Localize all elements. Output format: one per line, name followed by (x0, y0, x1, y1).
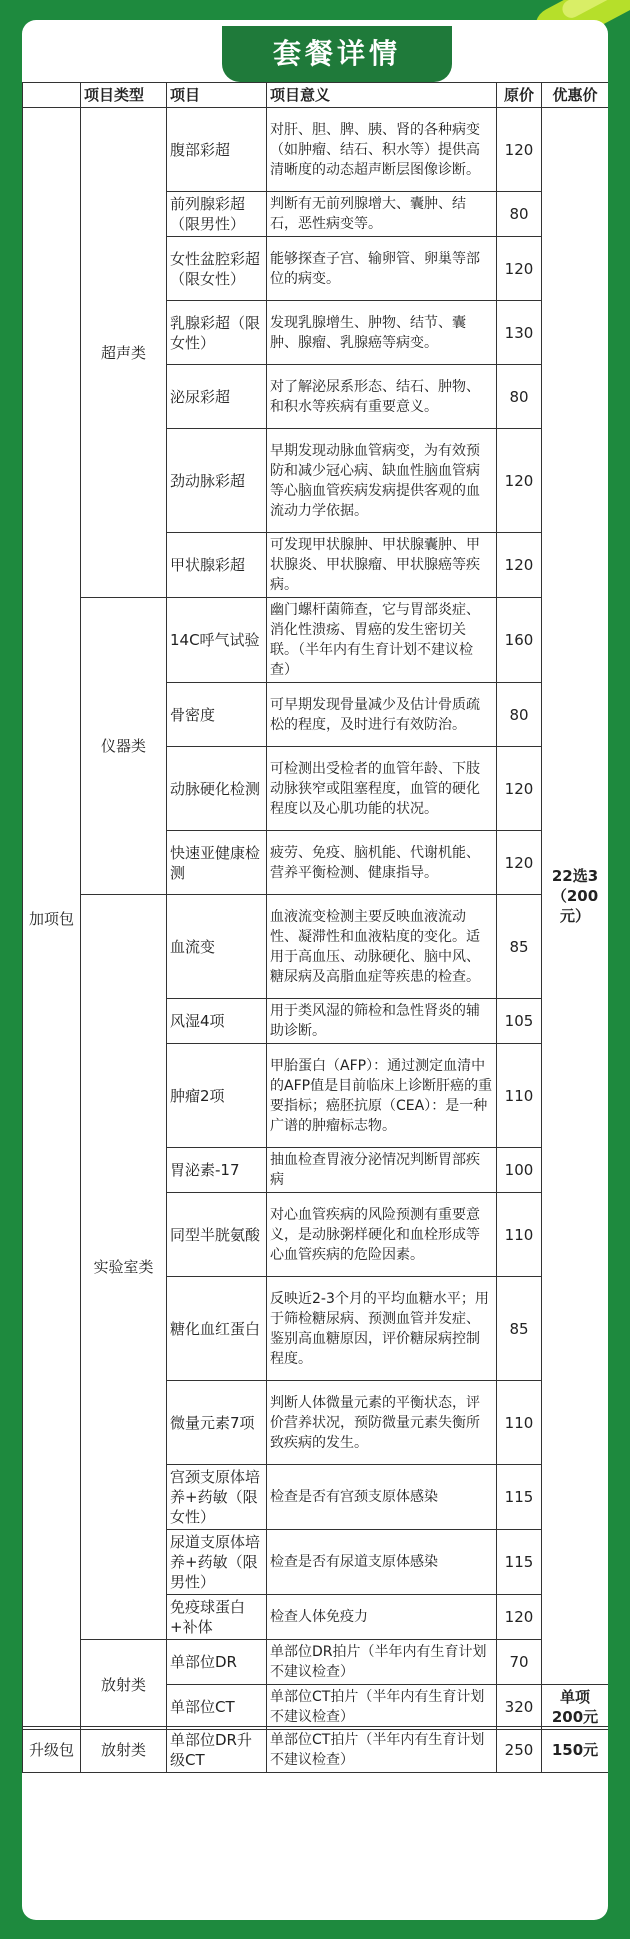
item-meaning: 可检测出受检者的血管年龄、下肢动脉狭窄或阻塞程度，血管的硬化程度以及心肌功能的状况。 (267, 747, 497, 831)
upgrade-type: 放射类 (81, 1727, 167, 1773)
item-meaning: 早期发现动脉血管病变，为有效预防和减少冠心病、缺血性脑血管病等心脑血管疾病发病提供客观的血流动力学依据。 (267, 429, 497, 533)
item-name: 甲状腺彩超 (167, 533, 267, 598)
item-name: 动脉硬化检测 (167, 747, 267, 831)
item-price: 80 (497, 365, 542, 429)
item-meaning: 用于类风湿的筛检和急性肾炎的辅助诊断。 (267, 999, 497, 1044)
item-meaning: 反映近2-3个月的平均血糖水平；用于筛检糖尿病、预测血管并发症、鉴别高血糖原因，评价糖尿病控制程度。 (267, 1277, 497, 1381)
table-row (23, 895, 609, 999)
item-price: 320 (497, 1685, 542, 1730)
item-meaning: 单部位CT拍片（半年内有生育计划不建议检查） (267, 1727, 497, 1773)
upgrade-table (22, 1726, 608, 1773)
item-meaning: 检查是否有尿道支原体感染 (267, 1530, 497, 1595)
item-meaning: 检查是否有宫颈支原体感染 (267, 1465, 497, 1530)
item-meaning: 能够探查子宫、输卵管、卵巢等部位的病变。 (267, 237, 497, 301)
item-name: 肿瘤2项 (167, 1044, 267, 1148)
category-radio: 放射类 (81, 1640, 167, 1730)
item-name: 胃泌素-17 (167, 1148, 267, 1193)
offer-ct: 单项200元 (542, 1685, 609, 1730)
item-price: 110 (497, 1193, 542, 1277)
item-name: 女性盆腔彩超（限女性） (167, 237, 267, 301)
header-meaning: 项目意义 (267, 83, 497, 108)
item-name: 单部位CT (167, 1685, 267, 1730)
item-price: 70 (497, 1640, 542, 1685)
item-meaning: 抽血检查胃液分泌情况判断胃部疾病 (267, 1148, 497, 1193)
item-meaning: 对肝、胆、脾、胰、肾的各种病变（如肿瘤、结石、积水等）提供高清晰度的动态超声断层图像诊断。 (267, 108, 497, 192)
item-meaning: 对心血管疾病的风险预测有重要意义，是动脉粥样硬化和血栓形成等心血管疾病的危险因素。 (267, 1193, 497, 1277)
item-price: 85 (497, 895, 542, 999)
item-price: 80 (497, 683, 542, 747)
header-package (23, 83, 81, 108)
package-upgrade-label: 升级包 (23, 1727, 81, 1773)
item-price: 110 (497, 1044, 542, 1148)
item-price: 115 (497, 1465, 542, 1530)
item-price: 115 (497, 1530, 542, 1595)
item-price: 105 (497, 999, 542, 1044)
item-name: 风湿4项 (167, 999, 267, 1044)
item-name: 单部位DR升级CT (167, 1727, 267, 1773)
item-name: 微量元素7项 (167, 1381, 267, 1465)
item-meaning: 疲劳、免疫、脑机能、代谢机能、营养平衡检测、健康指导。 (267, 831, 497, 895)
item-meaning: 发现乳腺增生、肿物、结节、囊肿、腺瘤、乳腺癌等病变。 (267, 301, 497, 365)
package-table (22, 82, 608, 1730)
package-card (22, 20, 608, 1920)
item-price: 120 (497, 237, 542, 301)
header-item: 项目 (167, 83, 267, 108)
item-meaning: 判断人体微量元素的平衡状态，评价营养状况，预防微量元素失衡所致疾病的发生。 (267, 1381, 497, 1465)
category-ultrasound: 超声类 (81, 108, 167, 598)
item-name: 前列腺彩超（限男性） (167, 192, 267, 237)
item-meaning: 幽门螺杆菌筛查，它与胃部炎症、消化性溃疡、胃癌的发生密切关联。（半年内有生育计划不建议检查） (267, 598, 497, 683)
item-price: 80 (497, 192, 542, 237)
header-price: 原价 (497, 83, 542, 108)
item-price: 130 (497, 301, 542, 365)
item-name: 同型半胱氨酸 (167, 1193, 267, 1277)
header-type: 项目类型 (81, 83, 167, 108)
page-title: 套餐详情 (222, 26, 452, 82)
item-name: 快速亚健康检测 (167, 831, 267, 895)
table-row (23, 108, 609, 192)
item-meaning: 单部位CT拍片（半年内有生育计划不建议检查） (267, 1685, 497, 1730)
item-name: 血流变 (167, 895, 267, 999)
table-row (23, 1727, 609, 1773)
header-discount: 优惠价 (542, 83, 609, 108)
item-price: 250 (497, 1727, 542, 1773)
item-price: 120 (497, 831, 542, 895)
item-name: 14C呼气试验 (167, 598, 267, 683)
item-price: 110 (497, 1381, 542, 1465)
item-meaning: 检查人体免疫力 (267, 1595, 497, 1640)
category-lab: 实验室类 (81, 895, 167, 1640)
item-price: 120 (497, 429, 542, 533)
item-price: 100 (497, 1148, 542, 1193)
item-name: 宫颈支原体培养+药敏（限女性） (167, 1465, 267, 1530)
upgrade-discount: 150元 (542, 1727, 609, 1773)
item-meaning: 判断有无前列腺增大、囊肿、结石，恶性病变等。 (267, 192, 497, 237)
item-price: 120 (497, 747, 542, 831)
item-name: 劲动脉彩超 (167, 429, 267, 533)
item-name: 糖化血红蛋白 (167, 1277, 267, 1381)
item-meaning: 对了解泌尿系形态、结石、肿物、和积水等疾病有重要意义。 (267, 365, 497, 429)
item-name: 骨密度 (167, 683, 267, 747)
item-name: 腹部彩超 (167, 108, 267, 192)
item-price: 120 (497, 1595, 542, 1640)
item-price: 160 (497, 598, 542, 683)
table-row (23, 598, 609, 683)
category-instrument: 仪器类 (81, 598, 167, 895)
item-price: 120 (497, 533, 542, 598)
offer-main: 22选3（200元） (542, 108, 609, 1685)
item-name: 乳腺彩超（限女性） (167, 301, 267, 365)
item-meaning: 可早期发现骨量减少及估计骨质疏松的程度，及时进行有效防治。 (267, 683, 497, 747)
package-addon-label: 加项包 (23, 108, 81, 1730)
table-row (23, 1640, 609, 1685)
item-meaning: 可发现甲状腺肿、甲状腺囊肿、甲状腺炎、甲状腺瘤、甲状腺癌等疾病。 (267, 533, 497, 598)
item-price: 120 (497, 108, 542, 192)
item-name: 泌尿彩超 (167, 365, 267, 429)
item-price: 85 (497, 1277, 542, 1381)
table-header (23, 83, 609, 108)
item-name: 单部位DR (167, 1640, 267, 1685)
item-meaning: 单部位DR拍片（半年内有生育计划不建议检查） (267, 1640, 497, 1685)
item-meaning: 甲胎蛋白（AFP）：通过测定血清中的AFP值是目前临床上诊断肝癌的重要指标；癌胚抗原（CEA）：是一种广谱的肿瘤标志物。 (267, 1044, 497, 1148)
item-name: 免疫球蛋白+补体 (167, 1595, 267, 1640)
item-meaning: 血液流变检测主要反映血液流动性、凝滞性和血液粘度的变化。适用于高血压、动脉硬化、脑中风、糖尿病及高脂血症等疾患的检查。 (267, 895, 497, 999)
item-name: 尿道支原体培养+药敏（限男性） (167, 1530, 267, 1595)
